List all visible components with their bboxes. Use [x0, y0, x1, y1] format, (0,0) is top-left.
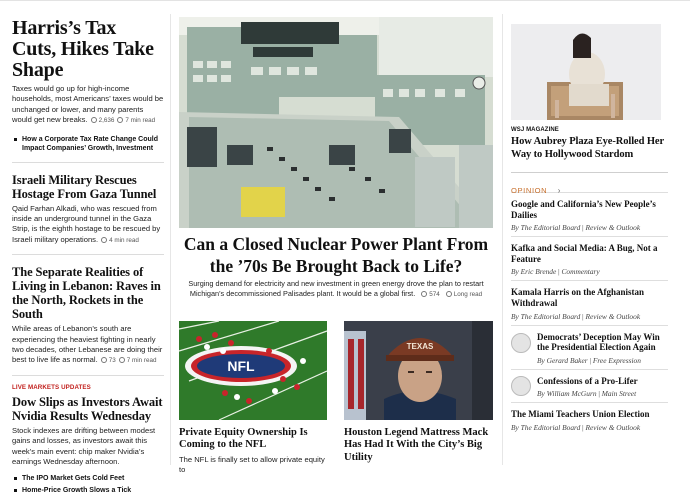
- story-markets: [12, 384, 164, 496]
- comment-icon: [421, 291, 427, 297]
- chevron-right-icon: ›: [557, 186, 561, 195]
- clock-icon: [119, 357, 125, 363]
- divider: [12, 375, 164, 376]
- opinion-headline[interactable]: The Miami Teachers Union Election: [511, 409, 650, 420]
- story-hostage: [12, 173, 164, 247]
- center-column: [179, 0, 493, 475]
- story-headline[interactable]: Israeli Military Rescues Hostage From Gaza Tunnel: [12, 172, 157, 201]
- comments-count[interactable]: 574: [421, 291, 440, 298]
- opinion-item[interactable]: [511, 280, 668, 324]
- opinion-label: OPINION: [511, 186, 548, 195]
- opinion-header[interactable]: [511, 172, 668, 195]
- football-photo[interactable]: [179, 321, 327, 420]
- comments-count[interactable]: 73: [101, 357, 116, 364]
- opinion-headline[interactable]: Kafka and Social Media: A Bug, Not a Feature: [511, 243, 658, 264]
- story-summary: The NFL is finally set to allow private equity to: [179, 455, 325, 475]
- clock-icon: [446, 291, 452, 297]
- story-headline[interactable]: Dow Slips as Investors Await Nvidia Results Wednesday: [12, 394, 163, 423]
- related-link[interactable]: Home-Price Growth Slows a Tick: [12, 486, 164, 496]
- lead-headline[interactable]: Can a Closed Nuclear Power Plant From the ’70s Be Brought Back to Life?: [183, 234, 489, 276]
- opinion-headline[interactable]: Kamala Harris on the Afghanistan Withdrawal: [511, 287, 645, 308]
- story-summary: Stock indexes are drifting between modest gains and losses, as investors await this week’s main event: chip maker Nvidia’s earnings Wednesday afternoon.: [12, 425, 156, 467]
- lead-headline[interactable]: Harris’s Tax Cuts, Hikes Take Shape: [12, 17, 154, 81]
- story-summary: Qaid Farhan Alkadi, who was rescued from inside an underground tunnel in the Gaza Strip, is the eighth hostage to be rescued by Israeli military operations. 4 min read: [12, 203, 161, 244]
- feature-headline[interactable]: How Aubrey Plaza Eye-Rolled Her Way to Hollywood Stardom: [511, 136, 664, 160]
- opinion-byline: By William McGurn | Main Street: [537, 389, 637, 399]
- divider: [12, 162, 164, 163]
- column-divider: [170, 14, 171, 465]
- opinion-byline: By The Editorial Board | Review & Outlook: [511, 223, 641, 233]
- opinion-headline[interactable]: Google and California’s New People’s Dailies: [511, 199, 656, 220]
- read-time: Long read: [446, 291, 482, 298]
- read-time: 7 min read: [119, 357, 157, 364]
- clock-icon: [117, 117, 123, 123]
- story-headline[interactable]: Houston Legend Mattress Mack Has Had It With the City’s Big Utility: [344, 427, 489, 463]
- opinion-headline[interactable]: Democrats’ Deception May Win the Presidential Election Again: [537, 331, 660, 353]
- right-column: [511, 0, 668, 436]
- author-avatar: [511, 333, 531, 353]
- mattress-mack-photo[interactable]: [344, 321, 493, 420]
- divider: [12, 254, 164, 255]
- column-divider: [502, 14, 503, 465]
- lead-summary: Taxes would go up for high-income households, most Americans’ taxes would be unchanged or lower, and many parents would get new breaks. 2,636 7 min read: [12, 84, 164, 125]
- opinion-item[interactable]: [511, 325, 668, 369]
- opinion-item[interactable]: [511, 402, 668, 436]
- hat-text: TEXAS: [406, 342, 434, 351]
- comment-icon: [91, 117, 97, 123]
- control-room-photo[interactable]: [179, 17, 493, 228]
- author-avatar: [511, 376, 531, 396]
- opinion-item[interactable]: [511, 236, 668, 280]
- opinion-byline: By Gerard Baker | Free Expression: [537, 355, 641, 365]
- related-link[interactable]: How a Corporate Tax Rate Change Could Impact Companies’ Growth, Investment: [12, 135, 164, 154]
- opinion-item[interactable]: [511, 369, 668, 403]
- comments-count[interactable]: 2,636: [91, 117, 115, 124]
- opinion-item[interactable]: [511, 192, 668, 236]
- story-summary: While areas of Lebanon’s south are experiencing the heaviest fighting in nearly two decades, other Lebanese are doing their best to live life as normal. 73 7 min read: [12, 324, 163, 365]
- field-logo-text: NFL: [227, 358, 255, 374]
- story-headline[interactable]: Private Equity Ownership Is Coming to the NFL: [179, 427, 308, 451]
- lead-summary: Surging demand for electricity and new investment in green energy drove the plan to restart Michigan’s decommissioned Palisades plant. It would be a global first. 574 Long read: [188, 279, 484, 299]
- comment-icon: [101, 357, 107, 363]
- read-time: 4 min read: [101, 237, 139, 244]
- read-time: 7 min read: [117, 117, 155, 124]
- story-kicker[interactable]: LIVE MARKETS UPDATES: [12, 383, 91, 391]
- aubrey-plaza-photo[interactable]: [511, 24, 661, 120]
- feature-kicker[interactable]: WSJ MAGAZINE: [511, 127, 559, 133]
- related-link[interactable]: The IPO Market Gets Cold Feet: [12, 474, 164, 484]
- story-headline[interactable]: The Separate Realities of Living in Lebanon: Raves in the North, Rockets in the South: [12, 265, 161, 322]
- opinion-byline: By Eric Brende | Commentary: [511, 267, 600, 277]
- clock-icon: [101, 237, 107, 243]
- story-lebanon: [12, 265, 164, 367]
- opinion-headline[interactable]: Confessions of a Pro-Lifer: [537, 375, 638, 386]
- opinion-byline: By The Editorial Board | Review & Outlook: [511, 311, 641, 321]
- opinion-byline: By The Editorial Board | Review & Outlook: [511, 422, 641, 432]
- lead-story: [12, 18, 164, 154]
- left-column: [12, 0, 164, 496]
- opinion-list: [511, 192, 668, 436]
